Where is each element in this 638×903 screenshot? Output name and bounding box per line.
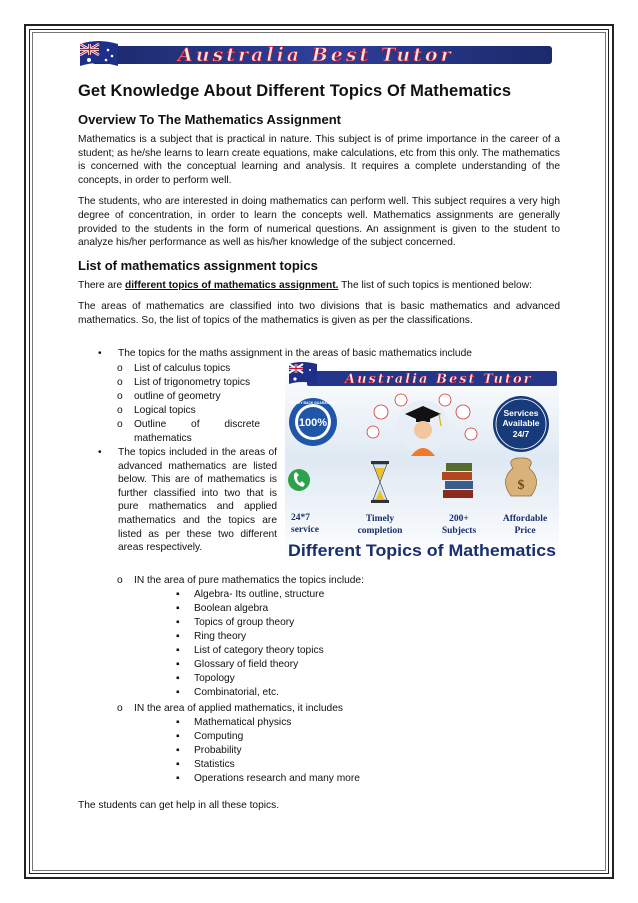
- svg-text:Services: Services: [503, 408, 539, 418]
- australia-flag-icon: [289, 362, 317, 384]
- flask-icon: [439, 394, 451, 406]
- page-title: Get Knowledge About Different Topics Of Mathematics: [78, 82, 512, 100]
- list-item: •: [98, 348, 102, 359]
- svg-text:Subjects: Subjects: [441, 526, 477, 536]
- svg-text:Affordable: Affordable: [502, 514, 548, 524]
- list-item: Outline of discrete mathematics: [134, 419, 260, 444]
- list-item: Statistics: [194, 759, 235, 770]
- list-item: List of trigonometry topics: [134, 377, 251, 388]
- book-icon: [367, 426, 379, 438]
- list-item: Glossary of field theory: [194, 659, 299, 670]
- list-item: Topology: [194, 673, 235, 684]
- list-item: Ring theory: [194, 631, 247, 642]
- bullet-basic: The topics for the maths assignment in the areas of basic mathematics include: [118, 348, 472, 359]
- svg-text:100%: 100%: [298, 417, 328, 429]
- closing-text: The students can get help in all these topics.: [78, 800, 280, 811]
- paragraph-3: [78, 279, 560, 293]
- svg-text:Available: Available: [502, 418, 540, 428]
- topics-link[interactable]: different topics of mathematics assignment.: [125, 279, 339, 291]
- list-item: Boolean algebra: [194, 603, 269, 614]
- list-item: Operations research and many more: [194, 773, 360, 784]
- paragraph-1: Mathematics is a subject that is practical in nature. This subject is of prime importance in the career of a student; as he/she learns to learn create equations, make calculations, etc from this only. The mathematics is concerned with the conceptual learning and analysis. It requires a complete understanding of the concepts, in order to perform well.: [78, 134, 560, 186]
- list-item: Combinatorial, etc.: [194, 687, 279, 698]
- infographic-caption: Different Topics of Mathematics: [288, 542, 556, 560]
- list-item: Algebra- Its outline, structure: [194, 589, 325, 600]
- article: [78, 78, 560, 336]
- svg-text:MONEY BACK GUARANTEE: MONEY BACK GUARANTEE: [290, 401, 336, 405]
- clock-icon: [395, 394, 407, 406]
- svg-text:200+: 200+: [449, 514, 469, 524]
- list-item: Logical topics: [134, 405, 196, 416]
- para3-post: The list of such topics is mentioned below:: [338, 279, 532, 291]
- logo-text: Australia Best Tutor: [178, 44, 454, 66]
- pure-intro: IN the area of pure mathematics the topics include:: [134, 575, 364, 586]
- svg-text:service: service: [291, 525, 319, 535]
- svg-text:24*7: 24*7: [291, 513, 310, 523]
- svg-text:24/7: 24/7: [512, 429, 530, 439]
- list-item: Probability: [194, 745, 242, 756]
- header-logo: [78, 38, 554, 70]
- list-item: outline of geometry: [134, 391, 221, 402]
- para3-pre: There are: [78, 279, 125, 291]
- overview-heading: Overview To The Mathematics Assignment: [78, 112, 341, 127]
- list-item: Computing: [194, 731, 244, 742]
- list-heading: List of mathematics assignment topics: [78, 257, 318, 273]
- atom-icon: [456, 405, 470, 419]
- applied-intro: IN the area of applied mathematics, it includes: [134, 703, 343, 714]
- money-back-badge-icon: [289, 398, 337, 446]
- svg-text:Timely: Timely: [365, 514, 395, 524]
- list-item: Mathematical physics: [194, 717, 292, 728]
- australia-flag-icon: [80, 41, 118, 66]
- svg-text:completion: completion: [357, 526, 403, 536]
- globe-icon: [465, 428, 477, 440]
- list-item: List of category theory topics: [194, 645, 324, 656]
- svg-text:Price: Price: [514, 526, 536, 536]
- bullet-advanced: The topics included in the areas of advanced mathematics are listed below. This are of mathematics is further classified into two that is pure mathematics and applied mathematics and the topics are listed as per these two different areas respectively.: [118, 447, 277, 554]
- phone-icon: [288, 469, 310, 491]
- infographic-logo-text: Australia Best Tutor: [345, 372, 533, 387]
- svg-text:$: $: [517, 478, 525, 493]
- topics-infographic: [285, 360, 559, 562]
- services-badge-icon: [493, 396, 549, 452]
- ball-icon: [374, 405, 388, 419]
- list-item: Topics of group theory: [194, 617, 295, 628]
- list-item: List of calculus topics: [134, 363, 231, 374]
- paragraph-4: The areas of mathematics are classified into two divisions that is basic mathematics and advanced mathematics. So, the list of topics of the mathematics is given as per the classifications.: [78, 301, 560, 326]
- paragraph-2: The students, who are interested in doing mathematics can perform well. This subject requires a very high degree of concentration, in order to learn the concepts well. Mathematics assignments are generally provided to the students in the form of numerical questions. An assignment is given to the student to analyze his/her performance as well as his/her knowledge of the subject concerned.: [78, 196, 560, 249]
